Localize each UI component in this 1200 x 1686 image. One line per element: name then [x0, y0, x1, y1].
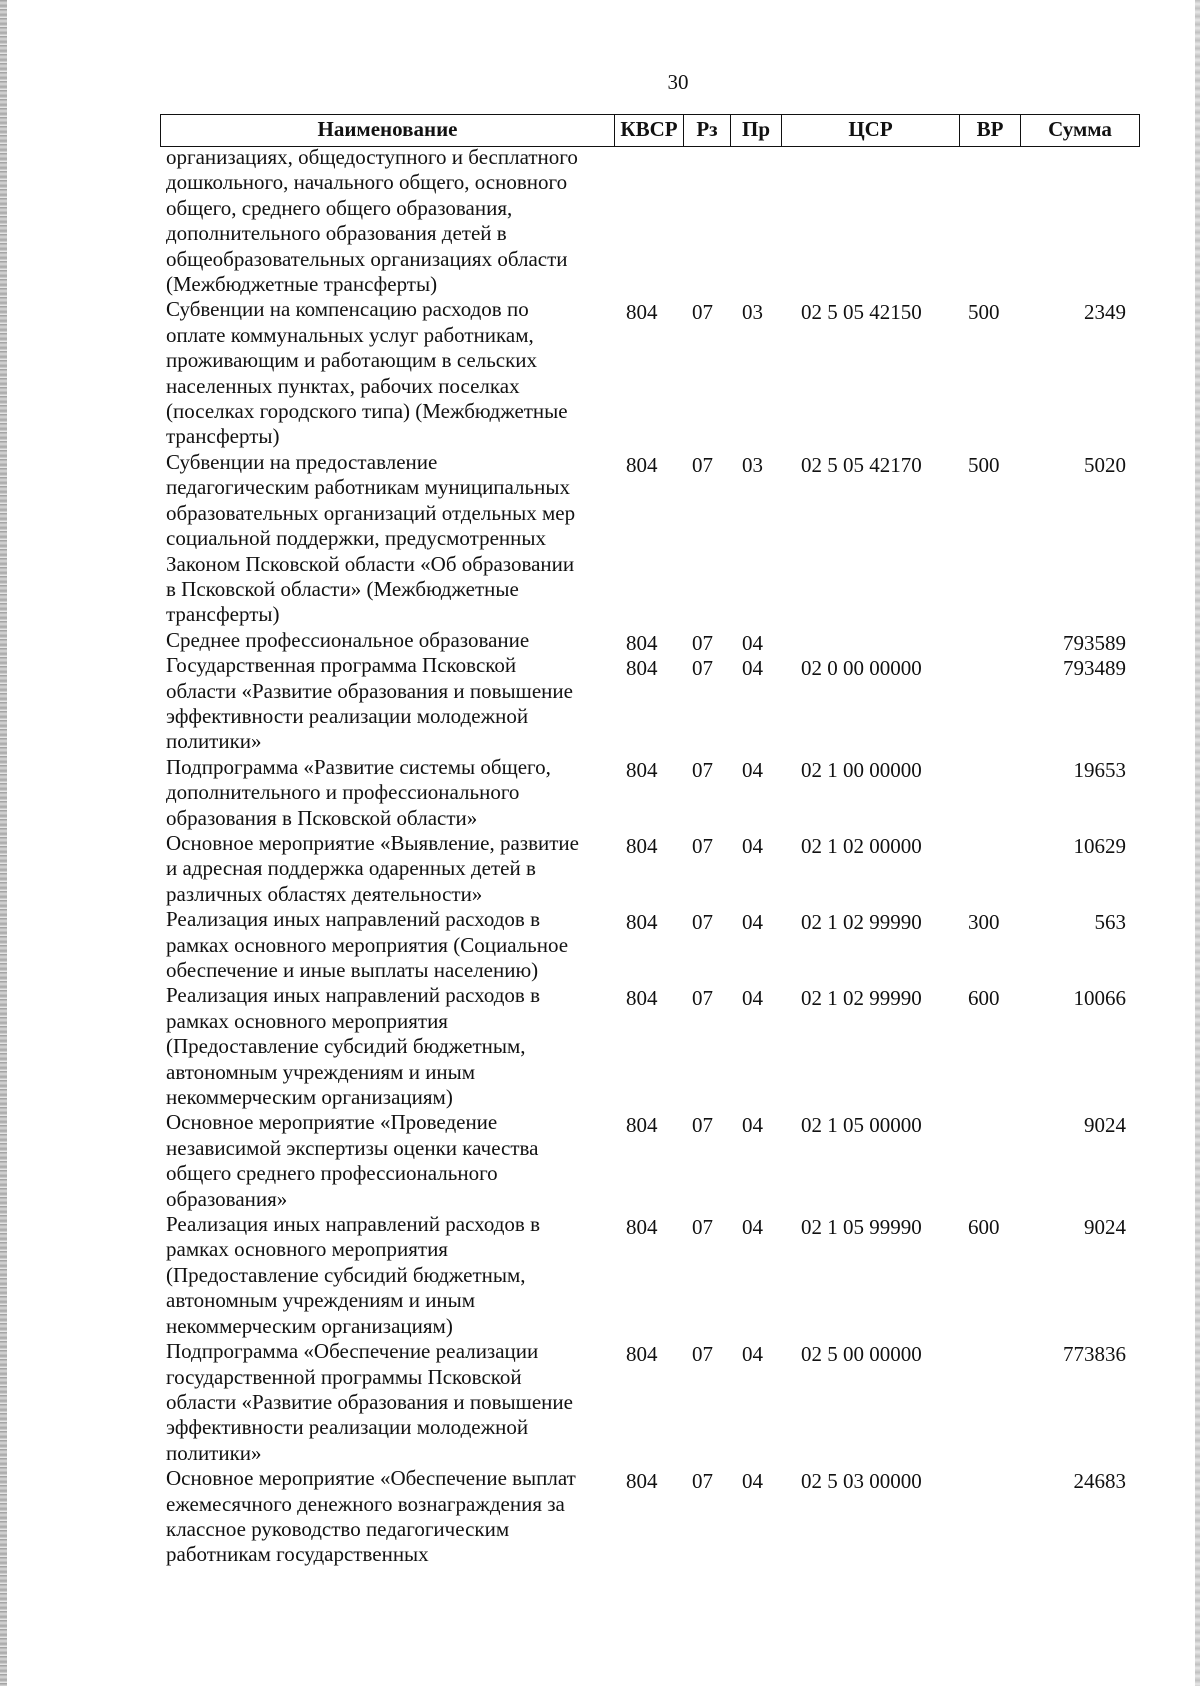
cell-kvsr: 804 — [626, 300, 658, 325]
row-name-line: независимой экспертизы оценки качества — [166, 1135, 539, 1160]
row-name-line: эффективности реализации молодежной — [166, 1415, 529, 1440]
row-name-line: организациях, общедоступного и бесплатного — [166, 145, 578, 169]
cell-sum: 19653 — [1073, 757, 1126, 782]
header-kvsr: КВСР — [614, 114, 684, 147]
row-name-line: и адресная поддержка одаренных детей в — [166, 856, 536, 881]
row-name-line: образования в Псковской области» — [166, 805, 478, 830]
cell-kvsr: 804 — [626, 833, 658, 858]
cell-pr: 04 — [742, 833, 763, 858]
table-row — [0, 1339, 1200, 1466]
row-name-line: общего, среднего общего образования, — [166, 195, 513, 220]
row-name-line: Государственная программа Псковской — [166, 653, 517, 678]
cell-pr: 04 — [742, 630, 763, 655]
table-row — [0, 1212, 1200, 1339]
row-name-line: (Предоставление субсидий бюджетным, — [166, 1034, 526, 1059]
row-name-line: трансферты) — [166, 602, 280, 627]
header-csr: ЦСР — [781, 114, 960, 147]
row-name-line: Подпрограмма «Обеспечение реализации — [166, 1339, 539, 1364]
cell-rz: 07 — [692, 986, 713, 1011]
row-name-line: работникам государственных — [166, 1542, 429, 1567]
row-name-line: эффективности реализации молодежной — [166, 703, 529, 728]
cell-pr: 04 — [742, 1342, 763, 1367]
cell-sum: 5020 — [1084, 452, 1126, 477]
row-name-line: образования» — [166, 1186, 288, 1211]
row-name-line: Реализация иных направлений расходов в — [166, 907, 541, 932]
cell-rz: 07 — [692, 300, 713, 325]
row-name-line: дополнительного образования детей в — [166, 221, 507, 246]
table-body — [0, 145, 1200, 1568]
row-name-line: (Предоставление субсидий бюджетным, — [166, 1262, 526, 1287]
row-name — [166, 297, 606, 449]
row-name — [166, 450, 606, 628]
row-name-line: (Межбюджетные трансферты) — [166, 272, 438, 297]
cell-kvsr: 804 — [626, 452, 658, 477]
cell-kvsr: 804 — [626, 1469, 658, 1494]
table-row — [0, 628, 1200, 653]
row-name-line: дополнительного и профессионального — [166, 780, 520, 805]
row-name-line: некоммерческим организациям) — [166, 1313, 453, 1338]
cell-vr: 500 — [968, 452, 1000, 477]
row-name-line: некоммерческим организациям) — [166, 1085, 453, 1110]
table-row — [0, 907, 1200, 983]
row-name — [166, 628, 606, 653]
cell-rz: 07 — [692, 1469, 713, 1494]
cell-kvsr: 804 — [626, 630, 658, 655]
cell-csr: 02 5 00 00000 — [801, 1342, 922, 1367]
cell-kvsr: 804 — [626, 1215, 658, 1240]
row-name — [166, 831, 606, 907]
cell-csr: 02 1 02 99990 — [801, 910, 922, 935]
row-name-line: различных областях деятельности» — [166, 881, 483, 906]
table-row — [0, 983, 1200, 1110]
cell-sum: 10629 — [1073, 833, 1126, 858]
row-name-line: области «Развитие образования и повышение — [166, 1389, 573, 1414]
cell-sum: 773836 — [1063, 1342, 1126, 1367]
row-name — [166, 1339, 606, 1466]
page-number: 30 — [667, 70, 689, 94]
row-name-line: Реализация иных направлений расходов в — [166, 983, 541, 1008]
cell-rz: 07 — [692, 1113, 713, 1138]
row-name-line: Среднее профессиональное образование — [166, 627, 530, 652]
row-name-line: государственной программы Псковской — [166, 1364, 522, 1389]
row-name-line: автономным учреждениям и иным — [166, 1288, 476, 1313]
cell-sum: 793489 — [1063, 656, 1126, 681]
cell-sum: 9024 — [1084, 1215, 1126, 1240]
row-name-line: Основное мероприятие «Проведение — [166, 1110, 498, 1135]
row-name-line: Основное мероприятие «Выявление, развитие — [166, 830, 579, 855]
row-name — [166, 755, 606, 831]
cell-rz: 07 — [692, 630, 713, 655]
row-name-line: дошкольного, начального общего, основного — [166, 170, 568, 195]
cell-vr: 300 — [968, 910, 1000, 935]
row-name-line: общего среднего профессионального — [166, 1161, 498, 1186]
row-name-line: социальной поддержки, предусмотренных — [166, 526, 546, 551]
row-name-line: трансферты) — [166, 424, 280, 449]
table-row — [0, 831, 1200, 907]
row-name-line: Реализация иных направлений расходов в — [166, 1212, 541, 1237]
table-row — [0, 1110, 1200, 1212]
cell-sum: 9024 — [1084, 1113, 1126, 1138]
header-sum: Сумма — [1020, 114, 1140, 147]
cell-kvsr: 804 — [626, 910, 658, 935]
cell-csr: 02 1 02 00000 — [801, 833, 922, 858]
row-name-line: в Псковской области» (Межбюджетные — [166, 576, 519, 601]
cell-kvsr: 804 — [626, 1113, 658, 1138]
cell-vr: 600 — [968, 1215, 1000, 1240]
table-row — [0, 450, 1200, 628]
cell-rz: 07 — [692, 833, 713, 858]
row-name-line: Субвенции на компенсацию расходов по — [166, 297, 529, 322]
cell-pr: 04 — [742, 757, 763, 782]
cell-pr: 04 — [742, 910, 763, 935]
row-name-line: области «Развитие образования и повышение — [166, 678, 573, 703]
row-name — [166, 983, 606, 1110]
table-row — [0, 297, 1200, 449]
cell-csr: 02 1 05 00000 — [801, 1113, 922, 1138]
row-name-line: политики» — [166, 1440, 262, 1465]
row-name — [166, 1110, 606, 1212]
row-name-line: рамках основного мероприятия — [166, 1237, 448, 1262]
header-pr: Пр — [730, 114, 782, 147]
cell-sum: 793589 — [1063, 630, 1126, 655]
row-name-line: политики» — [166, 729, 262, 754]
cell-rz: 07 — [692, 757, 713, 782]
row-name-line: педагогическим работникам муниципальных — [166, 475, 570, 500]
cell-csr: 02 5 05 42170 — [801, 452, 922, 477]
row-name — [166, 1212, 606, 1339]
row-name — [166, 653, 606, 755]
table-row — [0, 755, 1200, 831]
cell-pr: 03 — [742, 300, 763, 325]
row-name-line: классное руководство педагогическим — [166, 1516, 510, 1541]
cell-rz: 07 — [692, 1342, 713, 1367]
row-name-line: автономным учреждениям и иным — [166, 1059, 476, 1084]
row-name-line: Подпрограмма «Развитие системы общего, — [166, 754, 551, 779]
row-name — [166, 1466, 606, 1568]
cell-pr: 03 — [742, 452, 763, 477]
cell-csr: 02 1 00 00000 — [801, 757, 922, 782]
cell-rz: 07 — [692, 1215, 713, 1240]
cell-sum: 10066 — [1073, 986, 1126, 1011]
cell-sum: 2349 — [1084, 300, 1126, 325]
row-name-line: образовательных организаций отдельных мер — [166, 500, 576, 525]
cell-sum: 24683 — [1073, 1469, 1126, 1494]
row-name-line: обеспечение и иные выплаты населению) — [166, 958, 539, 982]
cell-vr: 600 — [968, 986, 1000, 1011]
table-row — [0, 653, 1200, 755]
row-name-line: Законом Псковской области «Об образовании — [166, 551, 575, 576]
cell-pr: 04 — [742, 1215, 763, 1240]
table-row — [0, 145, 1200, 297]
row-name-line: проживающим и работающим в сельских — [166, 348, 538, 373]
cell-vr: 500 — [968, 300, 1000, 325]
cell-csr: 02 1 05 99990 — [801, 1215, 922, 1240]
cell-pr: 04 — [742, 1113, 763, 1138]
cell-pr: 04 — [742, 656, 763, 681]
row-name-line: общеобразовательных организациях области — [166, 246, 568, 271]
cell-csr: 02 5 03 00000 — [801, 1469, 922, 1494]
cell-kvsr: 804 — [626, 986, 658, 1011]
cell-kvsr: 804 — [626, 1342, 658, 1367]
header-rz: Рз — [683, 114, 731, 147]
row-name-line: ежемесячного денежного вознаграждения за — [166, 1491, 565, 1516]
row-name-line: оплате коммунальных услуг работникам, — [166, 322, 534, 347]
cell-pr: 04 — [742, 1469, 763, 1494]
row-name-line: рамках основного мероприятия — [166, 1008, 448, 1033]
cell-csr: 02 5 05 42150 — [801, 300, 922, 325]
row-name-line: Субвенции на предоставление — [166, 449, 438, 474]
cell-kvsr: 804 — [626, 656, 658, 681]
row-name-line: рамках основного мероприятия (Социальное — [166, 932, 569, 957]
row-name — [166, 145, 606, 297]
cell-rz: 07 — [692, 452, 713, 477]
row-name — [166, 907, 606, 983]
row-name-line: (поселках городского типа) (Межбюджетные — [166, 399, 568, 424]
cell-pr: 04 — [742, 986, 763, 1011]
cell-csr: 02 0 00 00000 — [801, 656, 922, 681]
table-row — [0, 1466, 1200, 1568]
row-name-line: Основное мероприятие «Обеспечение выплат — [166, 1466, 576, 1491]
cell-sum: 563 — [1094, 910, 1126, 935]
cell-kvsr: 804 — [626, 757, 658, 782]
cell-rz: 07 — [692, 656, 713, 681]
header-vr: ВР — [959, 114, 1021, 147]
cell-csr: 02 1 02 99990 — [801, 986, 922, 1011]
header-name: Наименование — [160, 114, 615, 147]
row-name-line: населенных пунктах, рабочих поселках — [166, 373, 520, 398]
cell-rz: 07 — [692, 910, 713, 935]
